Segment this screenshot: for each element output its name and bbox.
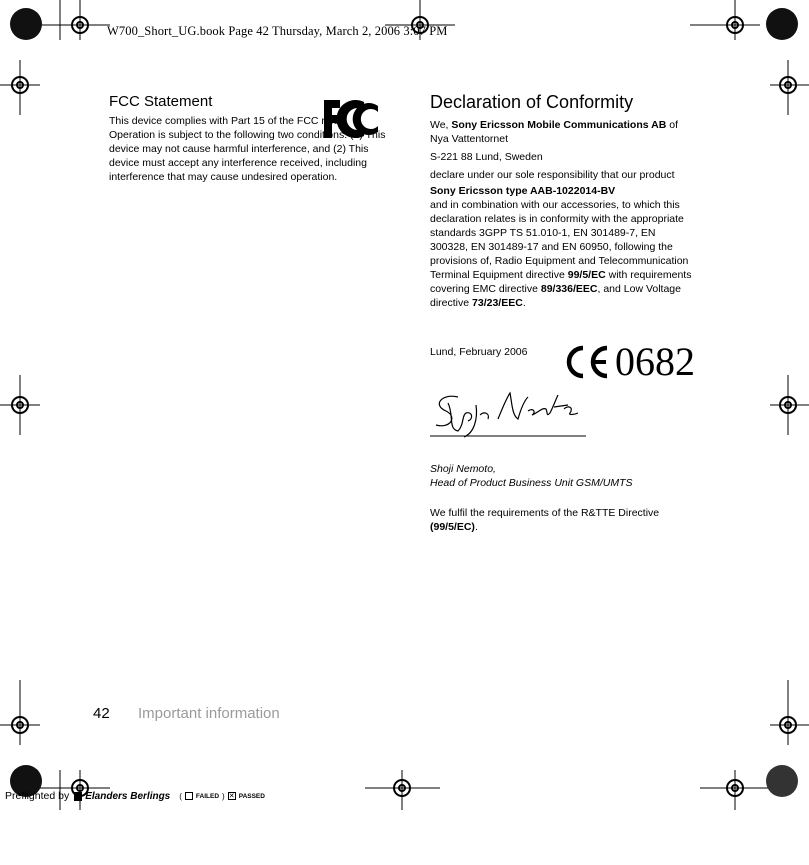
declare-text: declare under our sole responsibility that our product (430, 169, 675, 181)
rtte-statement (430, 506, 700, 534)
registration-blob (10, 8, 42, 40)
address-line-1: Nya Vattentornet (430, 133, 509, 145)
directive-rtte: 99/5/EC (567, 269, 606, 281)
fcc-statement-text (109, 114, 389, 184)
of-text: of (669, 119, 678, 131)
conformity-end: . (522, 297, 526, 309)
preflight-brand: Elanders Berlings (85, 790, 171, 802)
failed-checkbox (185, 792, 193, 800)
elanders-logo-icon (74, 792, 82, 801)
page-number: 42 (93, 705, 110, 722)
registration-blob (766, 8, 798, 40)
passed-label: PASSED (238, 792, 265, 800)
directive-lvd: 73/23/EEC (472, 297, 523, 309)
product-type: Sony Ericsson type AAB-1022014-BV (430, 185, 616, 197)
signer-title: Head of Product Business Unit GSM/UMTS (430, 477, 633, 489)
paren-close: ) (222, 791, 225, 801)
fcc-title: FCC Statement (109, 93, 213, 110)
passed-checkbox: ✕ (228, 793, 235, 800)
manufacturer-line (430, 118, 695, 132)
preflight-stamp (5, 790, 265, 802)
conformity-paragraph (430, 198, 695, 310)
fcc-text: This device complies with Part 15 of the FCC rules. Operation is subject to the following two conditions: (1) This device may not cause harmful interference, and (2) This device must accept any interference received, including interference that may cause undesired operation. (109, 115, 386, 183)
doc-body (430, 118, 695, 310)
book-info-header: W700_Short_UG.book Page 42 Thursday, March 2, 2006 3:07 PM (107, 24, 448, 38)
fulfil-text: We fulfil the requirements of the R&TTE Directive (430, 507, 660, 519)
ce-logo-icon (563, 345, 611, 379)
directive-emc: 89/336/EEC (540, 283, 598, 295)
signer-name: Shoji Nemoto, (430, 463, 496, 475)
conformity-text-3: , and Low Voltage directive (430, 283, 681, 309)
preflight-label: Preflighted by (5, 790, 70, 802)
signature (428, 385, 588, 448)
company-name: Sony Ericsson Mobile Communications AB (451, 119, 667, 131)
notified-body-number: 0682 (615, 339, 695, 384)
address-line-2: S-221 88 Lund, Sweden (430, 151, 543, 163)
failed-label: FAILED (195, 792, 220, 800)
section-label: Important information (138, 705, 280, 722)
registration-blob (766, 765, 798, 797)
paren-open: ( (179, 791, 182, 801)
conformity-text-2: with requirements covering EMC directive (430, 269, 692, 295)
we-text: We, (430, 119, 449, 131)
doc-title: Declaration of Conformity (430, 92, 634, 112)
ce-mark (563, 339, 695, 384)
conformity-text: and in combination with our accessories, to which this declaration relates is in conformity with the appropriate standards 3GPP TS 51.010-1, EN 301489-7, EN 300328, EN 301489-17 and EN 60950, following the provisions of, Radio Equipment and Telecommunication Terminal Equipment directive (430, 199, 689, 281)
fulfil-directive: (99/5/EC) (430, 521, 475, 533)
place-date: Lund, February 2006 (430, 346, 528, 358)
fulfil-end: . (474, 521, 478, 533)
